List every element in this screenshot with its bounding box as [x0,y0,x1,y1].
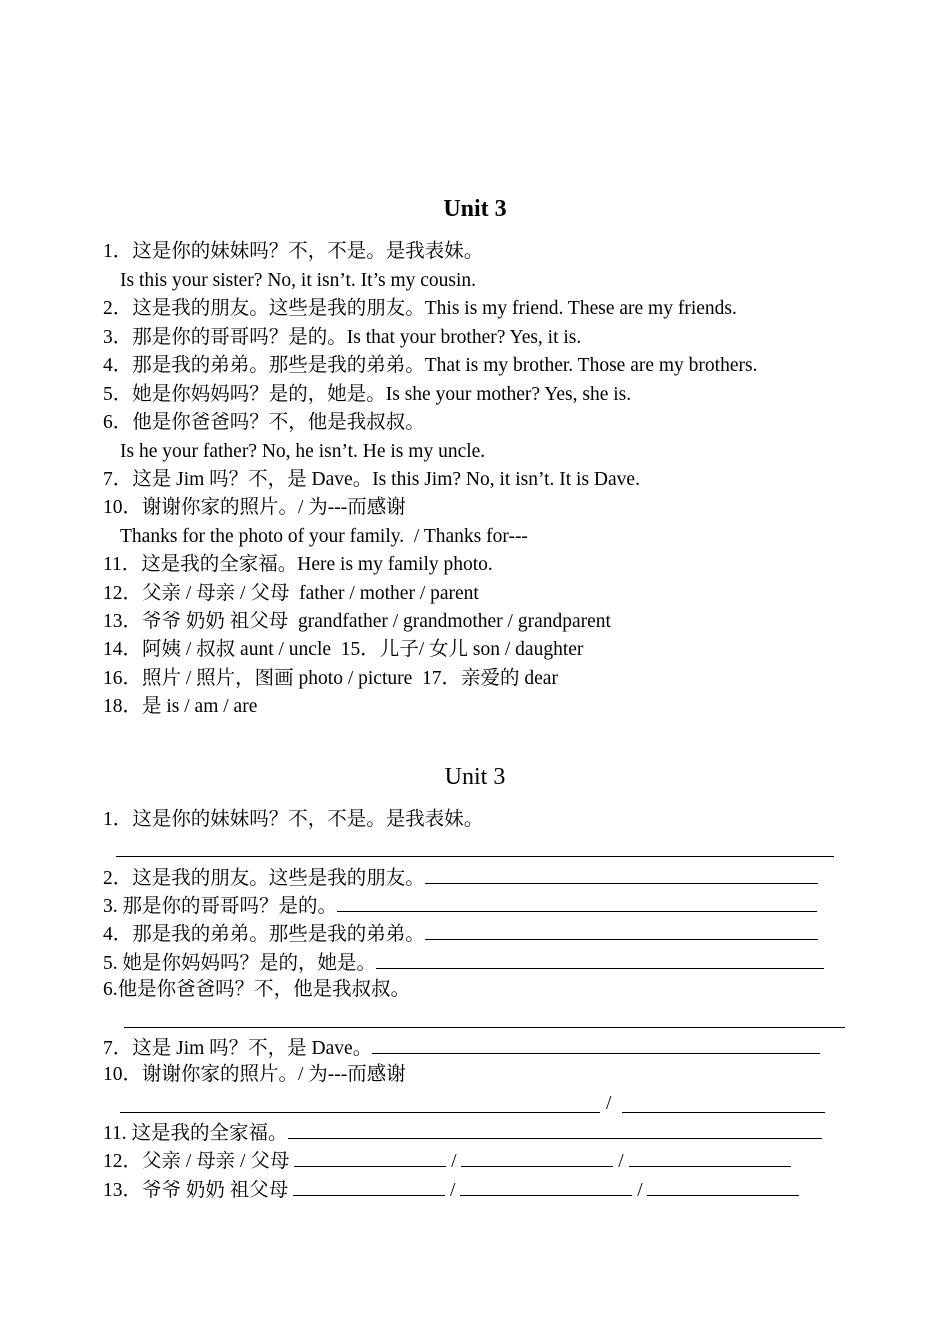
answer-line-10-en: Thanks for the photo of your family. / Thanks for--- [120,526,528,547]
answer-blank-q4[interactable] [425,921,818,940]
answer-blank-q12a[interactable] [294,1148,446,1167]
answer-line-14: 14．阿姨 / 叔叔 aunt / uncle 15．儿子/ 女儿 son / daughter [103,639,584,660]
answer-blank-q6[interactable] [124,1027,845,1028]
answer-blank-q12c[interactable] [629,1148,791,1167]
exercise-q11 [103,1120,822,1146]
answer-line-11: 11．这是我的全家福。Here is my family photo. [103,554,493,575]
answer-blank-q5[interactable] [376,950,824,969]
exercise-q5 [103,950,824,976]
q4-text: 4．那是我的弟弟。那些是我的弟弟。 [103,924,425,945]
answer-line-16: 16．照片 / 照片，图画 photo / picture 17．亲爱的 dear [103,668,558,689]
answer-line-4: 4．那是我的弟弟。那些是我的弟弟。That is my brother. Those are my brothers. [103,355,758,376]
answer-line-3: 3．那是你的哥哥吗？是的。Is that your brother? Yes, it is. [103,327,582,348]
answer-line-2: 2．这是我的朋友。这些是我的朋友。This is my friend. These are my friends. [103,298,737,319]
exercise-q10: 10．谢谢你家的照片。/ 为---而感谢 [103,1064,406,1085]
answer-line-10: 10．谢谢你家的照片。/ 为---而感谢 [103,497,406,518]
q3-text: 3. 那是你的哥哥吗？是的。 [103,896,338,917]
section-title: Unit 3 [443,196,507,222]
answer-blank-q11[interactable] [288,1120,822,1139]
q5-text: 5. 她是你妈妈吗？是的，她是。 [103,953,377,974]
answer-line-6: 6．他是你爸爸吗？不，他是我叔叔。 [103,412,425,433]
answer-line-1-en: Is this your sister? No, it isn’t. It’s my cousin. [120,270,477,291]
exercise-q1: 1．这是你的妹妹吗？不，不是。是我表妹。 [103,809,484,830]
answer-line-13: 13．爷爷 奶奶 祖父母 grandfather / grandmother / grandparent [103,611,611,632]
answer-blank-q12b[interactable] [461,1148,613,1167]
exercise-q6: 6.他是你爸爸吗？不，他是我叔叔。 [103,979,411,1000]
slash: / [451,1151,457,1172]
exercise-q3 [103,893,817,919]
answer-blank-q2[interactable] [425,865,818,884]
answer-blank-q10b[interactable] [622,1112,825,1113]
slash: / [450,1180,456,1201]
exercise-title: Unit 3 [444,764,506,790]
slash: / [637,1180,643,1201]
answer-blank-q3[interactable] [337,893,817,912]
answer-line-12: 12．父亲 / 母亲 / 父母 father / mother / parent [103,583,479,604]
q2-text: 2．这是我的朋友。这些是我的朋友。 [103,868,425,889]
answer-blank-q13b[interactable] [460,1177,632,1196]
answer-blank-q1[interactable] [116,856,834,857]
answer-blank-q7[interactable] [372,1035,820,1054]
answer-blank-q10a[interactable] [120,1112,600,1113]
q11-text: 11. 这是我的全家福。 [103,1123,288,1144]
answer-line-5: 5．她是你妈妈吗？是的，她是。Is she your mother? Yes, she is. [103,384,632,405]
q12-text: 12．父亲 / 母亲 / 父母 [103,1151,290,1172]
exercise-q2 [103,865,818,891]
exercise-q12 [103,1148,791,1174]
q13-text: 13．爷爷 奶奶 祖父母 [103,1180,289,1201]
exercise-q4 [103,921,818,947]
answer-line-18: 18．是 is / am / are [103,696,258,717]
exercise-q7 [103,1035,820,1061]
answer-line-1: 1．这是你的妹妹吗？不，不是。是我表妹。 [103,241,484,262]
answer-line-7: 7．这是 Jim 吗？不，是 Dave。Is this Jim? No, it isn’t. It is Dave. [103,469,640,490]
answer-line-6-en: Is he your father? No, he isn’t. He is my uncle. [120,441,486,462]
answer-blank-q13c[interactable] [647,1177,799,1196]
slash: / [618,1151,624,1172]
exercise-q13 [103,1177,799,1203]
answer-blank-q13a[interactable] [293,1177,445,1196]
q7-text: 7．这是 Jim 吗？不，是 Dave。 [103,1038,373,1059]
slash: / [606,1093,612,1114]
